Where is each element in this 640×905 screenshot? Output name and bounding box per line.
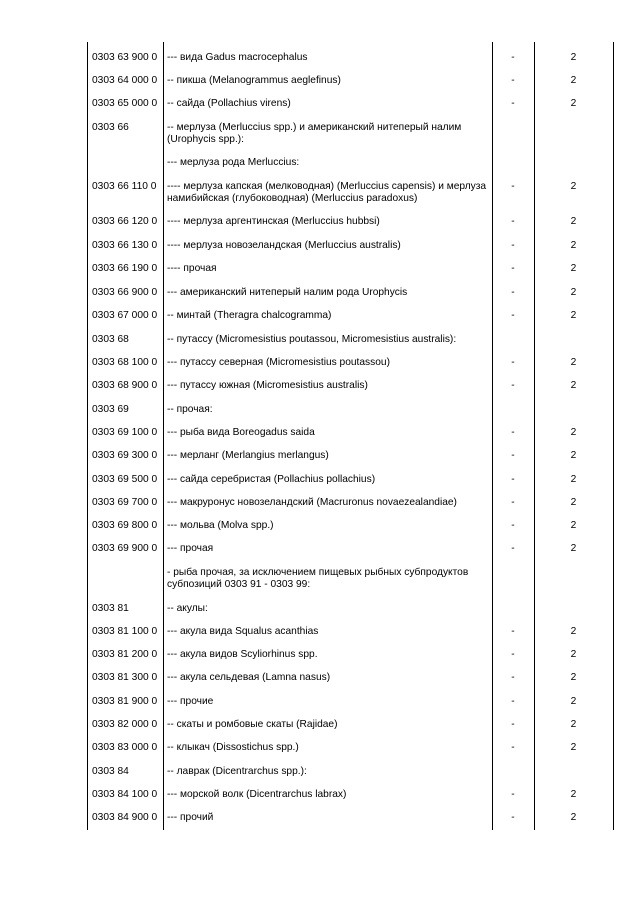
unit-cell: 2 [570,287,577,298]
tariff-code-cell: 0303 66 120 0 [92,216,158,227]
description-cell: --- прочий [167,812,214,823]
description-cell: -- прочая: [167,404,213,415]
duty-rate-cell: - [511,742,515,753]
description-cell: --- морской волк (Dicentrarchus labrax) [167,789,347,800]
unit-cell: 2 [570,240,577,251]
duty-rate-cell: - [511,520,515,531]
description-cell: ---- мерлуза аргентинская (Merluccius hubbsi) [167,216,380,227]
unit-cell: 2 [570,263,577,274]
duty-rate-cell: - [511,719,515,730]
unit-cell: 2 [570,520,577,531]
tariff-code-cell: 0303 84 100 0 [92,789,158,800]
duty-rate-cell: - [511,263,515,274]
tariff-code-cell: 0303 69 [92,404,129,415]
description-cell: - рыба прочая, за исключением пищевых рыбных субпродуктов субпозиций 0303 91 - 0303 99: [167,567,469,590]
description-cell: --- путассу северная (Micromesistius poutassou) [167,357,390,368]
unit-cell: 2 [570,357,577,368]
tariff-code-cell: 0303 69 800 0 [92,520,158,531]
tariff-code-cell: 0303 69 500 0 [92,474,158,485]
unit-cell: 2 [570,812,577,823]
tariff-code-cell: 0303 81 900 0 [92,696,158,707]
unit-cell: 2 [570,380,577,391]
duty-rate-cell: - [511,626,515,637]
description-cell: -- путассу (Micromesistius poutassou, Micromesistius australis): [167,334,457,345]
unit-cell: 2 [570,181,577,192]
description-cell: --- макруронус новозеландский (Macruronus novaezealandiae) [167,497,457,508]
tariff-code-cell: 0303 63 900 0 [92,52,158,63]
tariff-code-cell: 0303 81 300 0 [92,672,158,683]
tariff-code-cell: 0303 83 000 0 [92,742,158,753]
description-cell: --- прочие [167,696,214,707]
description-cell: -- клыкач (Dissostichus spp.) [167,742,299,753]
duty-rate-cell: - [511,649,515,660]
duty-rate-cell: - [511,181,515,192]
tariff-code-cell: 0303 81 100 0 [92,626,158,637]
description-cell: --- прочая [167,543,214,554]
tariff-code-cell: 0303 84 [92,766,129,777]
unit-cell: 2 [570,543,577,554]
unit-cell: 2 [570,696,577,707]
unit-cell: 2 [570,310,577,321]
description-cell: --- мольва (Molva spp.) [167,520,274,531]
tariff-code-cell: 0303 65 000 0 [92,98,158,109]
description-cell: -- акулы: [167,603,208,614]
description-cell: --- путассу южная (Micromesistius australis) [167,380,368,391]
tariff-code-cell: 0303 69 700 0 [92,497,158,508]
description-cell: --- мерланг (Merlangius merlangus) [167,450,329,461]
description-cell: --- мерлуза рода Merluccius: [167,157,300,168]
duty-rate-cell: - [511,216,515,227]
duty-rate-cell: - [511,357,515,368]
tariff-code-cell: 0303 69 300 0 [92,450,158,461]
tariff-code-cell: 0303 64 000 0 [92,75,158,86]
tariff-code-cell: 0303 69 100 0 [92,427,158,438]
duty-rate-cell: - [511,474,515,485]
unit-cell: 2 [570,789,577,800]
description-cell: -- скаты и ромбовые скаты (Rajidae) [167,719,338,730]
tariff-code-cell: 0303 82 000 0 [92,719,158,730]
tariff-code-cell: 0303 69 900 0 [92,543,158,554]
description-cell: -- мерлуза (Merluccius spp.) и американский нитеперый налим (Urophycis spp.): [167,122,462,145]
tariff-code-cell: 0303 66 110 0 [92,181,157,192]
tariff-code-cell: 0303 66 130 0 [92,240,158,251]
unit-cell: 2 [570,626,577,637]
tariff-code-cell: 0303 68 100 0 [92,357,158,368]
description-cell: -- сайда (Pollachius virens) [167,98,291,109]
description-cell: ---- мерлуза новозеландская (Merluccius australis) [167,240,401,251]
duty-rate-cell: - [511,497,515,508]
tariff-code-cell: 0303 67 000 0 [92,310,158,321]
tariff-code-cell: 0303 81 [92,603,129,614]
unit-cell: 2 [570,497,577,508]
tariff-code-cell: 0303 66 [92,122,129,133]
description-cell: --- акула сельдевая (Lamna nasus) [167,672,331,683]
unit-cell: 2 [570,649,577,660]
description-cell: -- лаврак (Dicentrarchus spp.): [167,766,307,777]
duty-rate-cell: - [511,287,515,298]
duty-rate-cell: - [511,672,515,683]
unit-cell: 2 [570,742,577,753]
tariff-code-cell: 0303 84 900 0 [92,812,158,823]
description-cell: -- пикша (Melanogrammus aeglefinus) [167,75,341,86]
duty-rate-cell: - [511,380,515,391]
unit-cell: 2 [570,672,577,683]
description-cell: --- американский нитеперый налим рода Urophycis [167,287,408,298]
duty-rate-cell: - [511,310,515,321]
description-cell: -- минтай (Theragra chalcogramma) [167,310,332,321]
tariff-code-cell: 0303 66 190 0 [92,263,158,274]
description-cell: --- сайда серебристая (Pollachius pollachius) [167,474,376,485]
duty-rate-cell: - [511,696,515,707]
unit-cell: 2 [570,719,577,730]
duty-rate-cell: - [511,450,515,461]
description-cell: --- акула вида Squalus acanthias [167,626,319,637]
duty-rate-cell: - [511,240,515,251]
tariff-code-cell: 0303 68 900 0 [92,380,158,391]
unit-cell: 2 [570,52,577,63]
description-cell: --- вида Gadus macrocephalus [167,52,308,63]
duty-rate-cell: - [511,75,515,86]
unit-cell: 2 [570,474,577,485]
tariff-code-cell: 0303 66 900 0 [92,287,158,298]
duty-rate-cell: - [511,543,515,554]
duty-rate-cell: - [511,812,515,823]
duty-rate-cell: - [511,789,515,800]
unit-cell: 2 [570,216,577,227]
description-cell: --- акула видов Scyliorhinus spp. [167,649,318,660]
unit-cell: 2 [570,427,577,438]
unit-cell: 2 [570,75,577,86]
unit-cell: 2 [570,450,577,461]
tariff-code-cell: 0303 81 200 0 [92,649,158,660]
description-cell: ---- мерлуза капская (мелководная) (Merluccius capensis) и мерлуза намибийская (глубоководная) (Merluccius paradoxus) [167,181,487,204]
duty-rate-cell: - [511,98,515,109]
duty-rate-cell: - [511,52,515,63]
duty-rate-cell: - [511,427,515,438]
unit-cell: 2 [570,98,577,109]
description-cell: ---- прочая [167,263,217,274]
description-cell: --- рыба вида Boreogadus saida [167,427,315,438]
tariff-code-cell: 0303 68 [92,334,129,345]
